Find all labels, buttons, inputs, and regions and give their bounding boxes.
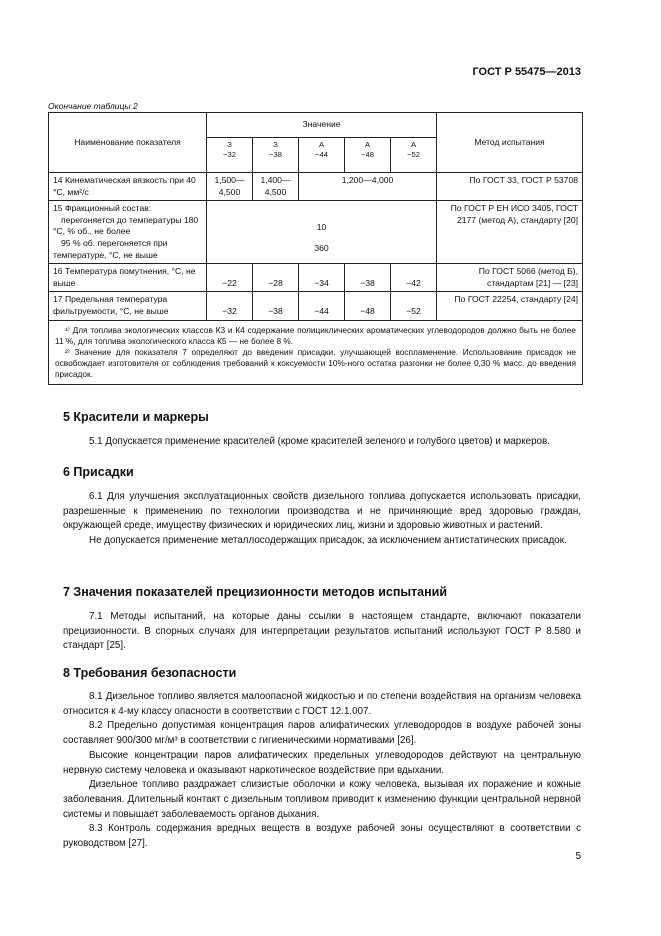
properties-table	[48, 112, 583, 385]
row16-method: По ГОСТ 5066 (метод Б), стандартам [21] — [23]	[437, 264, 583, 292]
row16-value-4: −38	[345, 264, 391, 292]
row14-method: По ГОСТ 33, ГОСТ Р 53708	[437, 173, 583, 201]
paragraph-8-2-cont-2: Дизельное топливо раздражает слизистые оболочки и кожу человека, вызывая их поражение и кожные заболевания. Длительный контакт с дизельным топливом приводит к изменению функции центральной нервной системы и повышает заболеваемость органов дыхания.	[63, 779, 581, 820]
row17-value-5: −52	[391, 292, 437, 320]
table-row-16	[49, 264, 583, 292]
class-a44: А −44	[299, 138, 345, 173]
section-8-text	[63, 690, 581, 852]
row17-value-2: −38	[253, 292, 299, 320]
table-row-15	[49, 201, 583, 264]
row17-method: По ГОСТ 22254, стандарту [24]	[437, 292, 583, 320]
table-note-2: ²⁾ Значение для показателя 7 определяют до введения присадки, улучшающей воспламенение. Использование присадок не освобождает изготовителя от соблюдения требований к коксуемости 10%-ного остатка разгонки не более 0,30 % масс. до введения присадок.	[55, 346, 577, 380]
header-test-method: Метод испытания	[437, 113, 583, 173]
section-6-text	[63, 490, 581, 549]
class-z38: З −38	[253, 138, 299, 173]
section-6-title: 6 Присадки	[63, 465, 134, 479]
row17-value-3: −44	[299, 292, 345, 320]
table-header-row	[49, 113, 583, 138]
row16-value-2: −28	[253, 264, 299, 292]
paragraph-8-1: 8.1 Дизельное топливо является малоопасной жидкостью и по степени воздействия на организм человека относится к 4-му классу опасности в соответствии с ГОСТ 12.1.007.	[63, 691, 581, 717]
table-note-1: ¹⁾ Для топлива экологических классов К3 и К4 содержание полициклических ароматических углеводородов должно быть не более 11 %, для топлива экологического класса К5 — не более 8 %.	[55, 324, 577, 346]
paragraph-6-1: 6.1 Для улучшения эксплуатационных свойств дизельного топлива допускается использовать присадки, разрешенные к применению по технологии производства и не причиняющие вред здоровью граждан, окружающей среде, имуществу физических и юридических лиц, жизни и здоровью животных и растений.	[63, 491, 581, 532]
row15-name: 15 Фракционный состав: перегоняется до температуры 180 °С, % об., не более 95 % об. перегоняется при температуре, °С, не выше	[49, 201, 207, 264]
row17-value-4: −48	[345, 292, 391, 320]
row17-name: 17 Предельная температура фильтруемости, °С, не выше	[49, 292, 207, 320]
class-a52: А −52	[391, 138, 437, 173]
row15-value-1: 10	[316, 222, 327, 233]
header-indicator-name: Наименование показателя	[49, 113, 207, 173]
header-value: Значение	[207, 113, 437, 138]
section-7-text	[63, 610, 581, 654]
table-caption: Окончание таблицы 2	[48, 101, 138, 111]
row14-name: 14 Кинематическая вязкость при 40 °С, мм²/с	[49, 173, 207, 201]
row16-value-3: −34	[299, 264, 345, 292]
paragraph-7-1: 7.1 Методы испытаний, на которые даны ссылки в настоящем стандарте, включают показатели прецизионности. В спорных случаях для интерпретации результатов испытаний используют ГОСТ Р 8.580 и стандарт [25].	[63, 611, 581, 652]
class-a48: А −48	[345, 138, 391, 173]
row15-value-2: 360	[314, 242, 329, 253]
table-row-17	[49, 292, 583, 320]
table-notes	[49, 320, 583, 385]
row17-value-1: −32	[207, 292, 253, 320]
section-5-text	[63, 435, 581, 450]
row15-method: По ГОСТ Р ЕН ИСО 3405, ГОСТ 2177 (метод А), стандарту [20]	[437, 201, 583, 264]
section-7-title: 7 Значения показателей прецизионности методов испытаний	[63, 585, 448, 599]
document-header: ГОСТ Р 55475—2013	[472, 66, 581, 78]
row14-value-1: 1,500—4,500	[207, 173, 253, 201]
row14-value-2: 1,400—4,500	[253, 173, 299, 201]
page-number: 5	[575, 851, 581, 862]
row16-value-5: −42	[391, 264, 437, 292]
paragraph-8-3: 8.3 Контроль содержания вредных веществ в воздухе рабочей зоны осуществляют в соответствии с руководством [27].	[63, 823, 581, 850]
row16-value-1: −22	[207, 264, 253, 292]
paragraph-5-1: 5.1 Допускается применение красителей (кроме красителей зеленого и голубого цветов) и маркеров.	[89, 436, 550, 447]
class-z32: З −32	[207, 138, 253, 173]
section-8-title: 8 Требования безопасности	[63, 666, 237, 680]
paragraph-8-2-cont-1: Высокие концентрации паров алифатических предельных углеводородов действуют на центральную нервную систему человека и оказывают наркотическое воздействие при вдыхании.	[63, 749, 581, 776]
table-notes-row	[49, 320, 583, 385]
table-row-14	[49, 173, 583, 201]
paragraph-6-2: Не допускается применение металлосодержащих присадок, за исключением антистатических присадок.	[89, 535, 567, 547]
row15-values	[207, 201, 437, 264]
paragraph-8-2: 8.2 Предельно допустимая концентрация паров алифатических углеводородов в воздухе рабочей зоны составляет 900/300 мг/м³ в соответствии с гигиеническими нормативами [26].	[63, 720, 581, 747]
section-5-title: 5 Красители и маркеры	[63, 410, 209, 424]
row16-name: 16 Температура помутнения, °С, не выше	[49, 264, 207, 292]
row14-value-3: 1,200—4,000	[299, 173, 437, 201]
